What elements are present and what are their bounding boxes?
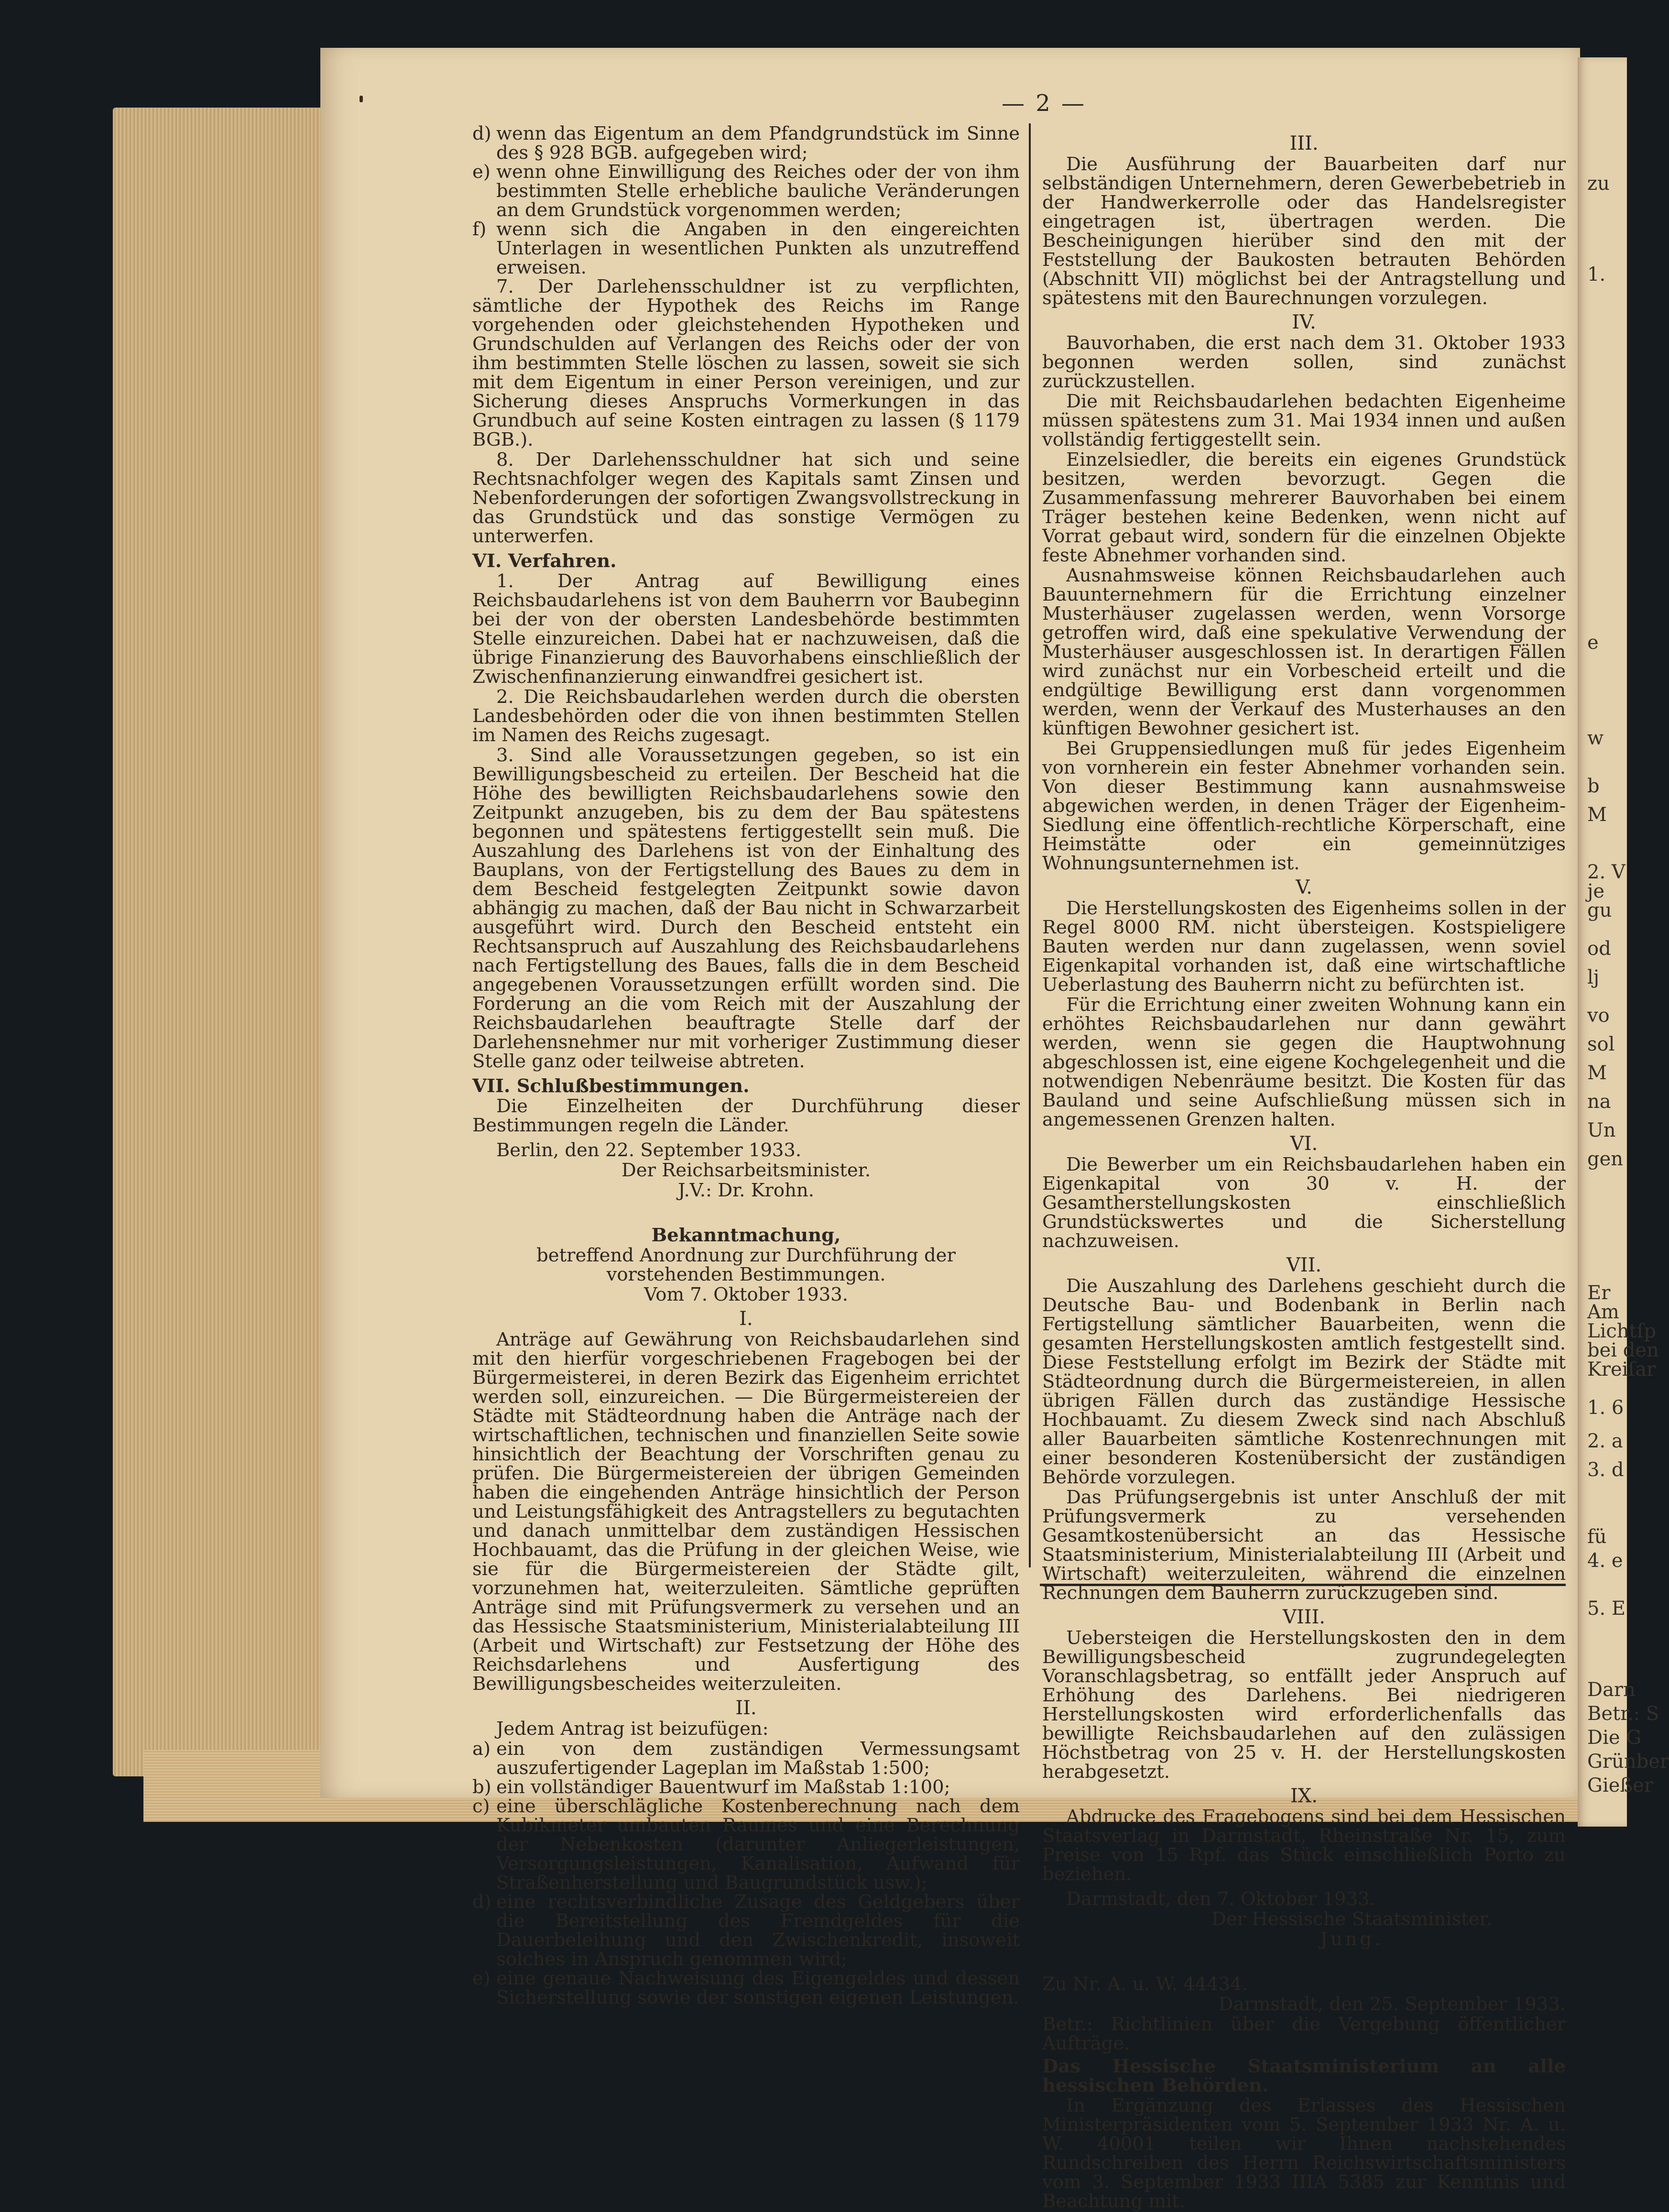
paragraph: Die Auszahlung des Darlehens geschieht durch die Deutsche Bau- und Bodenbank in Berlin nach Fertigstellung sämtlicher Bauarbeiten, wenn die gesamten Herstellungskosten amtlich festgestellt sind. Diese Feststellung erfolgt im Bezirk der Städte mit Städteordnung durch die Bürgermeistereien, in allen übrigen Fällen durch das zuständige Hessische Hochbauamt. Zu diesem Zweck sind nach Abschluß aller Bauarbeiten sämtliche Kostenrechnungen mit einer besonderen Kostenübersicht der zuständigen Behörde vorzulegen. bbox=[1042, 1275, 1566, 1488]
list-item bbox=[472, 1740, 1020, 1778]
item-text: eine überschlägliche Kostenberechnung nach dem Kubikmeter umbauten Raumes und eine Berechnung der Nebenkosten (darunter Anliegerleistungen, Versorgungsleistungen, Kanalisation, Aufwand für Straßenherstellung und Baugrundstück usw.); bbox=[496, 1796, 1020, 1894]
place-date: Berlin, den 22. September 1933. bbox=[496, 1139, 802, 1161]
column-divider bbox=[1029, 123, 1031, 1567]
adjacent-text: zu bbox=[1587, 173, 1610, 195]
ink-mark bbox=[360, 96, 363, 102]
paragraph: Einzelsiedler, die bereits ein eigenes Grundstück besitzen, werden bevorzugt. Gegen die Zusammenfassung mehrerer Bauvorhaben bei einem Träger bestehen keine Bedenken, wenn nicht auf Vorrat gebaut wird, sondern für die einzelnen Objekte feste Abnehmer vorhanden sind. bbox=[1042, 449, 1566, 566]
paragraph: Bei Gruppensiedlungen muß für jedes Eigenheim von vornherein ein fester Abnehmer vorhanden sein. Von dieser Bestimmung kann ausnahmsweise abgewichen werden, in denen Träger der Eigenheim-Siedlung eine öffentlich-rechtliche Körperschaft, eine Heimstätte oder ein gemeinnütziges Wohnungsunternehmen ist. bbox=[1042, 738, 1566, 874]
list-item bbox=[472, 1969, 1020, 2007]
paragraph: Das Prüfungsergebnis ist unter Anschluß der mit Prüfungsvermerk zu versehenden Gesamtkostenübersicht an das Hessische Staatsministerium, Ministerialabteilung III (Arbeit und Wirtschaft) weiterzuleiten, während die einzelnen Rechnungen dem Bauherrn zurückzugeben sind. bbox=[1042, 1487, 1566, 1604]
adjacent-text: Grünber bbox=[1587, 1751, 1669, 1773]
paragraph: 7. Der Darlehensschuldner ist zu verpflichten, sämtliche der Hypothek des Reichs im Range vorgehenden oder gleichstehenden Hypotheken und Grundschulden auf Verlangen des Reichs oder der von ihm bestimmten Stelle löschen zu lassen, soweit sie sich mit dem Eigentum in einer Person vereinigen, und zur Sicherung dieses Anspruchs Vormerkungen in das Grundbuch auf seine Kosten eintragen zu lassen (§ 1179 BGB.). bbox=[472, 276, 1020, 450]
section-number: VII. bbox=[1286, 1254, 1322, 1276]
list-item bbox=[472, 1797, 1020, 1893]
adjacent-text: Un bbox=[1587, 1119, 1616, 1141]
paragraph: 8. Der Darlehensschuldner hat sich und seine Rechtsnachfolger wegen des Kapitals samt Zinsen und Nebenforderungen der sofortigen Zwangsvollstreckung in das Grundstück und das sonstige Vermögen zu unterwerfen. bbox=[472, 449, 1020, 547]
paragraph: Ausnahmsweise können Reichsbaudarlehen auch Bauunternehmern für die Errichtung einzelner Musterhäuser zugelassen werden, wenn Vorsorge getroffen wird, daß eine spekulative Verwendung der Musterhäuser ausgeschlossen ist. In derartigen Fällen wird zunächst nur ein Vorbescheid erteilt und die endgültige Bewilligung erst dann vorgenommen werden, wenn der Verkauf des Musterhauses an den künftigen Bewohner gesichert ist. bbox=[1042, 565, 1566, 739]
item-label: d) bbox=[472, 123, 491, 144]
item-label: b) bbox=[472, 1776, 491, 1798]
adjacent-text: fü bbox=[1587, 1526, 1607, 1548]
minister-title: Der Hessische Staatsminister. bbox=[1211, 1908, 1492, 1930]
adjacent-text: b bbox=[1587, 775, 1600, 797]
adjacent-text: Am bbox=[1587, 1301, 1619, 1323]
paragraph: Die Einzelheiten der Durchführung dieser Bestimmungen regeln die Länder. bbox=[472, 1095, 1020, 1136]
section-number: IV. bbox=[1292, 311, 1316, 333]
adjacent-text: bei den bbox=[1587, 1339, 1659, 1361]
section-heading: VII. Schlußbestimmungen. bbox=[472, 1075, 750, 1097]
announcement-title: Bekanntmachung, bbox=[651, 1225, 841, 1246]
item-label: a) bbox=[472, 1738, 491, 1760]
item-text: ein vollständiger Bauentwurf im Maßstab 1:100; bbox=[496, 1776, 950, 1798]
item-text: eine genaue Nachweisung des Eigengeldes und dessen Sicherstellung sowie der sonstigen eigenen Leistungen. bbox=[496, 1968, 1020, 2008]
adjacent-text: Darn bbox=[1587, 1679, 1636, 1701]
paragraph: Die Ausführung der Bauarbeiten darf nur selbständigen Unternehmern, deren Gewerbebetrieb in der Handwerkerrolle oder das Handelsregister eingetragen ist, übertragen werden. Die Bescheinigungen hierüber sind den mit der Feststellung der Baukosten betrauten Behörden (Abschnitt VII) möglichst bei der Antragstellung und spätestens mit den Baurechnungen vorzulegen. bbox=[1042, 153, 1566, 309]
list-item bbox=[472, 124, 1020, 163]
item-label: c) bbox=[472, 1796, 490, 1817]
paragraph: 1. Der Antrag auf Bewilligung eines Reichsbaudarlehens ist von dem Bauherrn vor Baubeginn bei der von der obersten Landesbehörde bestimmten Stelle einzureichen. Dabei hat er nachzuweisen, daß die übrige Finanzierung des Bauvorhabens einschließlich der Zwischenfinanzierung einwandfrei gesichert ist. bbox=[472, 570, 1020, 688]
adjacent-text: 1. bbox=[1587, 263, 1606, 285]
adjacent-text: sol bbox=[1587, 1033, 1615, 1055]
item-text: wenn sich die Angaben in den eingereichten Unterlagen in wesentlichen Punkten als unzutreffend erweisen. bbox=[496, 219, 1020, 278]
place-date: Darmstadt, den 7. Oktober 1933. bbox=[1066, 1888, 1375, 1910]
adjacent-text: 2. V bbox=[1587, 861, 1625, 883]
item-label: e) bbox=[472, 1968, 491, 1989]
adjacent-text: 1. 6 bbox=[1587, 1397, 1624, 1419]
section-number: V. bbox=[1296, 876, 1312, 898]
adjacent-text: Die G bbox=[1587, 1727, 1642, 1749]
reference-number: Zu Nr. A. u. W. 44434. bbox=[1042, 1973, 1248, 1995]
adjacent-text: 5. E bbox=[1587, 1598, 1626, 1620]
addressee-line: Das Hessische Staatsministerium an alle hessischen Behörden. bbox=[1042, 2056, 1566, 2096]
adjacent-text: Kreiſar bbox=[1587, 1358, 1656, 1380]
section-number: III. bbox=[1289, 132, 1319, 154]
item-label: d) bbox=[472, 1891, 491, 1913]
adjacent-text: na bbox=[1587, 1091, 1611, 1113]
adjacent-text: 3. d bbox=[1587, 1459, 1624, 1481]
adjacent-text: Lichtſp bbox=[1587, 1320, 1657, 1342]
adjacent-text: vo bbox=[1587, 1005, 1610, 1027]
paragraph: Jedem Antrag ist beizufügen: bbox=[496, 1718, 769, 1740]
list-item bbox=[472, 220, 1020, 277]
list-item bbox=[472, 1778, 1020, 1797]
adjacent-text: M bbox=[1587, 1062, 1607, 1084]
minister-title: Der Reichsarbeitsminister. bbox=[621, 1160, 871, 1181]
paragraph: Die Bewerber um ein Reichsbaudarlehen haben ein Eigenkapital von 30 v. H. der Gesamtherstellungskosten einschließlich Grundstückswertes und die Sicherstellung nachzuweisen. bbox=[1042, 1154, 1566, 1252]
item-label: f) bbox=[472, 219, 487, 240]
right-column bbox=[1042, 134, 1566, 2212]
adjacent-text: Er bbox=[1587, 1282, 1611, 1304]
paragraph: 3. Sind alle Voraussetzungen gegeben, so ist ein Bewilligungsbescheid zu erteilen. Der Bescheid hat die Höhe des bewilligten Reichsbaudarlehens sowie den Zeitpunkt anzugeben, bis zu dem der Bau spätestens begonnen und spätestens fertiggestellt sein muß. Die Auszahlung des Darlehens ist von der Einhaltung des Bauplans, von der Fertigstellung des Baues zu dem in dem Bescheid festgelegten Zeitpunkt sowie davon abhängig zu machen, daß der Bau nicht in Schwarzarbeit ausgeführt wird. Durch den Bescheid entsteht ein Rechtsanspruch auf Auszahlung des Reichsbaudarlehens nach Fertigstellung des Baues, falls die in dem Bescheid angegebenen Voraussetzungen erfüllt worden sind. Die Forderung an die vom Reich mit der Auszahlung der Reichsbaudarlehen beauftragte Stelle darf der Darlehensnehmer nur mit vorheriger Zustimmung dieser Stelle ganz oder teilweise abtreten. bbox=[472, 745, 1020, 1072]
list-item bbox=[472, 163, 1020, 220]
section-number: II. bbox=[735, 1697, 757, 1719]
adjacent-text: gu bbox=[1587, 899, 1612, 921]
announcement-subtitle: betreffend Anordnung zur Durchführung der vorstehenden Bestimmungen. bbox=[536, 1245, 956, 1285]
adjacent-text: Betr.: S bbox=[1587, 1703, 1659, 1725]
book-page-edges-left bbox=[113, 108, 320, 1776]
paragraph: Für die Errichtung einer zweiten Wohnung kann ein erhöhtes Reichsbaudarlehen nur dann gewährt werden, wenn sie gegen die Hauptwohnung abgeschlossen ist, eine eigene Kochgelegenheit und die notwendigen Nebenräume besitzt. Die Kosten für das Bauland und seine Aufschließung müssen sich in angemessenen Grenzen halten. bbox=[1042, 994, 1566, 1130]
adjacent-page-fragment bbox=[1578, 57, 1669, 1827]
adjacent-text: e bbox=[1587, 632, 1599, 654]
item-text: wenn das Eigentum an dem Pfandgrundstück im Sinne des § 928 BGB. aufgegeben wird; bbox=[496, 123, 1020, 164]
adjacent-text: je bbox=[1587, 880, 1605, 902]
paragraph: Uebersteigen die Herstellungskosten den in dem Bewilligungsbescheid zugrundegelegten Voranschlagsbetrag, so entfällt jeder Anspruch auf Erhöhung des Darlehens. Bei niedrigeren Herstellungskosten wird erforderlichenfalls das bewilligte Reichsbaudarlehen auf den zulässigen Höchstbetrag von 25 v. H. der Herstellungskosten herabgesetzt. bbox=[1042, 1627, 1566, 1783]
item-text: wenn ohne Einwilligung des Reiches oder der von ihm bestimmten Stelle erhebliche bauliche Veränderungen an dem Grundstück vorgenommen werden; bbox=[496, 161, 1020, 221]
page-number: — 2 — bbox=[1002, 90, 1087, 117]
adjacent-text: M bbox=[1587, 804, 1607, 826]
section-number: VI. bbox=[1290, 1133, 1318, 1155]
paragraph: Abdrucke des Fragebogens sind bei dem Hessischen Staatsverlag in Darmstadt, Rheinstraße Nr. 15, zum Preise von 15 Rpf. das Stück einschließlich Porto zu beziehen. bbox=[1042, 1806, 1566, 1885]
paragraph: Die Herstellungskosten des Eigenheims sollen in der Regel 8000 RM. nicht übersteigen. Kostspieligere Bauten werden nur dann zugelassen, wenn soviel Eigenkapital vorhanden ist, daß eine wirtschaftliche Ueberlastung des Bauherrn nicht zu befürchten ist. bbox=[1042, 898, 1566, 996]
adjacent-text: od bbox=[1587, 938, 1611, 960]
section-heading: VI. Verfahren. bbox=[472, 550, 617, 572]
item-text: eine rechtsverbindliche Zusage des Geldgebers über die Bereitstellung des Fremdgeldes für die Dauerbeleihung und den Zwischenkredit, insoweit solches in Anspruch genommen wird; bbox=[496, 1891, 1020, 1970]
paragraph: Bauvorhaben, die erst nach dem 31. Oktober 1933 begonnen werden sollen, sind zunächst zurückzustellen. bbox=[1042, 332, 1566, 392]
reference-date: Darmstadt, den 25. September 1933. bbox=[1218, 1993, 1566, 2015]
paragraph: Anträge auf Gewährung von Reichsbaudarlehen sind mit den hierfür vorgeschriebenen Fragebogen bei der Bürgermeisterei, in deren Bezirk das Eigenheim errichtet werden soll, einzureichen. — Die Bürgermeistereien der Städte mit Städteordnung haben die Anträge nach der wirtschaftlichen, technischen und finanziellen Seite sowie hinsichtlich der Beachtung der Vorschriften genau zu prüfen. Die Bürgermeistereien der übrigen Gemeinden haben die eingehenden Anträge hinsichtlich der Person und Leistungsfähigkeit des Antragstellers zu begutachten und danach unmittelbar dem zuständigen Hessischen Hochbauamt, das die Prüfung in der gleichen Weise, wie sie für die Bürgermeistereien der Städte gilt, vorzunehmen hat, weiterzuleiten. Sämtliche geprüften Anträge sind mit Prüfungsvermerk zu versehen und an das Hessische Staatsministerium, Ministerialabteilung III (Arbeit und Wirtschaft) zur Festsetzung der Höhe des Reichsdarlehens und Ausfertigung des Bewilligungsbescheides weiterzuleiten. bbox=[472, 1329, 1020, 1695]
signature: Jung. bbox=[1320, 1928, 1384, 1950]
adjacent-text: 4. e bbox=[1587, 1550, 1623, 1572]
section-number: VIII. bbox=[1282, 1606, 1325, 1628]
announcement-date: Vom 7. Oktober 1933. bbox=[644, 1284, 848, 1305]
adjacent-text: 2. a bbox=[1587, 1430, 1623, 1452]
paragraph: In Ergänzung des Erlasses des Hessischen Ministerpräsidenten vom 5. September 1933 Nr. A. u. W. 40001 teilen wir Ihnen nachstehendes Rundschreiben des Herrn Reichswirtschaftsministers vom 3. September 1933 IIIA 5385 zur Kenntnis und Beachtung mit. bbox=[1042, 2095, 1566, 2212]
paragraph: 2. Die Reichsbaudarlehen werden durch die obersten Landesbehörden oder die von ihnen bestimmten Stellen im Namen des Reichs zugesagt. bbox=[472, 686, 1020, 746]
item-text: ein von dem zuständigen Vermessungsamt auszufertigender Lageplan im Maßstab 1:500; bbox=[496, 1738, 1020, 1779]
paragraph: Die mit Reichsbaudarlehen bedachten Eigenheime müssen spätestens zum 31. Mai 1934 innen und außen vollständig fertiggestellt sein. bbox=[1042, 391, 1566, 450]
left-column bbox=[472, 124, 1020, 2007]
section-number: I. bbox=[739, 1308, 753, 1330]
list-item bbox=[472, 1893, 1020, 1969]
subject-line: Betr.: Richtlinien über die Vergebung öffentlicher Aufträge. bbox=[1042, 2014, 1566, 2054]
adjacent-text: lj bbox=[1587, 966, 1600, 988]
adjacent-text: w bbox=[1587, 727, 1604, 749]
adjacent-text: gen bbox=[1587, 1148, 1624, 1170]
item-label: e) bbox=[472, 161, 491, 183]
section-number: IX. bbox=[1290, 1785, 1318, 1807]
adjacent-text: Gießer bbox=[1587, 1774, 1653, 1796]
signature: J.V.: Dr. Krohn. bbox=[678, 1180, 814, 1201]
